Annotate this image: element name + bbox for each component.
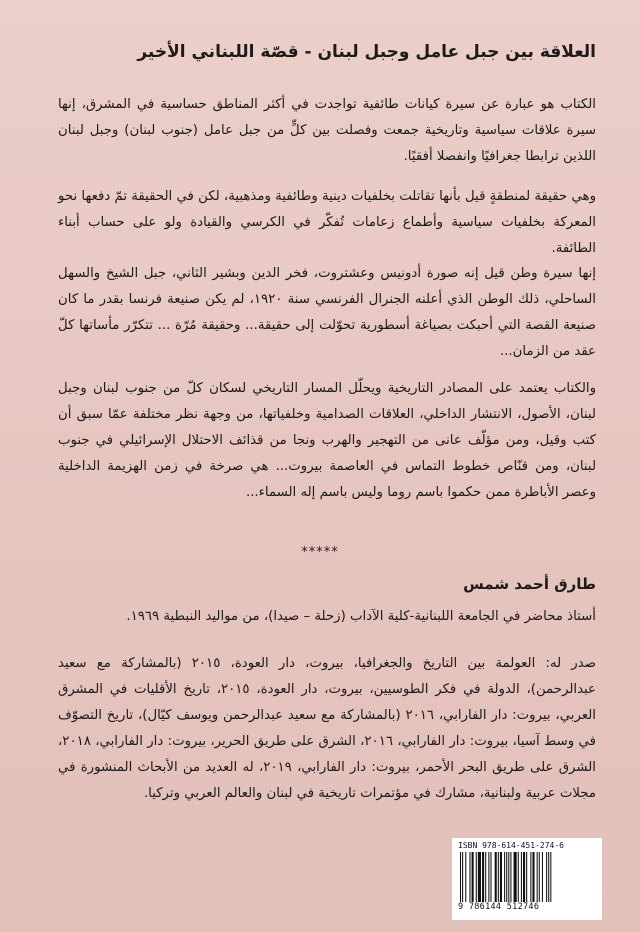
barcode-bar	[537, 852, 538, 902]
barcode-bar	[514, 852, 517, 902]
barcode-bar	[508, 852, 509, 902]
barcode-bar	[498, 852, 499, 902]
barcode-bar	[518, 852, 519, 902]
barcode-bar	[472, 852, 474, 902]
barcode-bar	[478, 852, 481, 902]
synopsis-paragraph-3: إنها سيرة وطن قيل إنه صورة أدونيس وعشتروت، فخر الدين وبشير الثاني، جبل الشيخ والسهل الساحلي، ذلك الوطن الذي أعلنه الجنرال الفرنسي سنة ١٩٢٠، لم يكن صنيعة فرنسا بقدر ما كان صنيعة القصة التي أحبكت بصياغة أسطورية تحوّلت إلى حقيقة... وحقيقة مُرّة ... تتكرّر مأساتها كلّ عقد من الزمان...	[58, 266, 597, 359]
barcode-bar	[546, 852, 547, 902]
barcode-bar	[460, 852, 461, 902]
barcode-bar	[521, 852, 522, 902]
barcode-bar	[495, 852, 497, 902]
barcode-digits: 9 786144 512746	[458, 902, 540, 912]
synopsis-paragraph-2: وهي حقيقة لمنطقةٍ قيل بأنها تقاتلت بخلفيات دينية وطائفية ومذهبية، لكن في الحقيقة تمّ دفعها نحو المعركة بخلفيات سياسية وأطماع زعامات تُفكّر في الكرسي والقيادة ولو على حساب أبناء الطائفة.	[58, 189, 596, 256]
section-separator: *****	[301, 545, 339, 560]
barcode-bar	[550, 852, 551, 902]
barcode-bar	[506, 852, 507, 902]
barcode-bar	[462, 852, 463, 902]
barcode-bar	[523, 852, 525, 902]
barcode-bar	[542, 852, 543, 902]
barcode-bar	[482, 852, 484, 902]
barcode-bar	[526, 852, 527, 902]
barcode-bar	[532, 852, 534, 902]
isbn-label: ISBN 978-614-451-274-6	[458, 841, 564, 850]
barcode-bar	[500, 852, 502, 902]
barcode-bar	[539, 852, 540, 902]
synopsis-paragraph-1: الكتاب هو عبارة عن سيرة كيانات طائفية تواجدت في أكثر المناطق حساسية في المشرق، إنها سيرة علاقات سياسية وتاريخية جمعت وفصلت بين كلٍّ من جبل عامل (جنوب لبنان) وجبل لبنان اللذين ترابطا جغرافيًا وانفصلا أفقيًا.	[58, 97, 596, 164]
barcode-bars	[458, 852, 596, 902]
barcode-bar	[476, 852, 477, 902]
barcode-bar	[469, 852, 470, 902]
barcode-bar	[504, 852, 505, 902]
barcode-bar	[490, 852, 491, 902]
isbn-barcode	[452, 838, 602, 920]
book-title: العلاقة بين جبل عامل وجبل لبنان - قصّة اللبناني الأخير	[137, 42, 596, 62]
barcode-bar	[485, 852, 486, 902]
synopsis-paragraph-4: والكتاب يعتمد على المصادر التاريخية ويحلّل المسار التاريخي لسكان كلّ من جنوب لبنان وجبل لبنان، الأصول، الانتشار الداخلي، العلاقات الصدامية وخلفياتها، من وجهة نظر مختلفة عمّا سبق أن كتب وقيل، ومن مؤلّف عانى من التهجير والهرب ونجا من قذائف الاحتلال الإسرائيلي في جنوب لبنان، ومن قنّاص خطوط التماس في العاصمة بيروت... هي صرخة في زمن الهزيمة الداخلية وعصر الأباطرة ممن حكموا باسم روما وليس باسم إله السماء...	[58, 381, 596, 500]
barcode-bar	[465, 852, 466, 902]
author-name: طارق أحمد شمس	[463, 575, 596, 593]
barcode-bar	[548, 852, 549, 902]
barcode-bar	[530, 852, 531, 902]
barcode-bar	[488, 852, 489, 902]
author-publications: صدر له: العولمة بين التاريخ والجغرافيا، بيروت، دار العودة، ٢٠١٥ (بالمشاركة مع سعيد عبدالرحمن)، الدولة في فكر الطوسيين، بيروت، دار العودة، ٢٠١٥، تاريخ الأقليات في المشرق العربي، بيروت: دار الفارابي، ٢٠١٦ (بالمشاركة مع سعيد عبدالرحمن ويوسف كيّال)، تاريخ التصوّف في وسط آسيا، بيروت: دار الفارابي، ٢٠١٦، الشرق على طريق الحرير، بيروت: دار الفارابي، ٢٠١٨، الشرق على طريق البحر الأحمر، بيروت: دار الفارابي، ٢٠١٩، له العديد من الأبحاث المنشورة في مجلات عربية ولبنانية، مشارك في مؤتمرات تاريخية في لبنان والعالم العربي وتركيا.	[58, 656, 597, 801]
author-bio: أستاذ محاضر في الجامعة اللبنانية-كلية الآداب (زحلة – صيدا)، من مواليد النبطية ١٩٦٩.	[126, 609, 596, 624]
barcode-bar	[510, 852, 511, 902]
